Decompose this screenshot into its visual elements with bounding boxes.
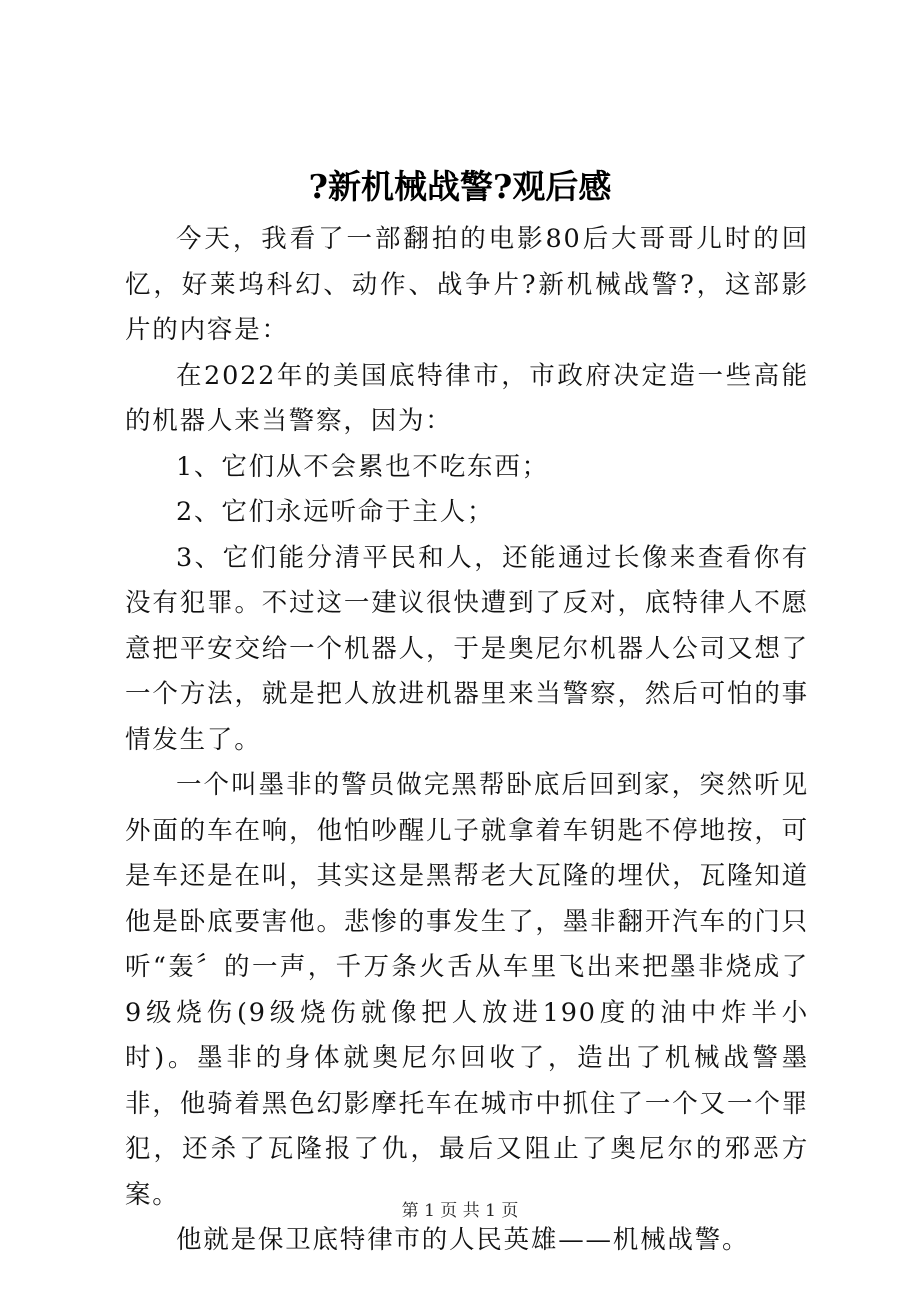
paragraph-story: 一个叫墨非的警员做完黑帮卧底后回到家，突然听见外面的车在响，他怕吵醒儿子就拿着车钥匙不停地按，可是车还是在叫，其实这是黑帮老大瓦隆的埋伏，瓦隆知道他是卧底要害他。悲惨的事发生了，墨非翻开汽车的门只听“轰〞的一声，千万条火舌从车里飞出来把墨非烧成了9级烧伤(9级烧伤就像把人放进190度的油中炸半小时)。墨非的身体就奥尼尔回收了，造出了机械战警墨非，他骑着黑色幻影摩托车在城市中抓住了一个又一个罪犯，还杀了瓦隆报了仇，最后又阻止了奥尼尔的邪恶方案。 [125, 770, 809, 1210]
paragraph-intro: 今天，我看了一部翻拍的电影80后大哥哥儿时的回忆，好莱坞科幻、动作、战争片?新机械战警?，这部影片的内容是： [125, 224, 809, 345]
document-body [125, 217, 809, 1264]
paragraph-conclusion: 他就是保卫底特律市的人民英雄——机械战警。 [176, 1225, 750, 1255]
list-item-2: 2、它们永远听命于主人； [176, 497, 495, 527]
page-footer: 第 1 页 共 1 页 [401, 1201, 519, 1221]
list-item-3: 3、它们能分清平民和人，还能通过长像来查看你有没有犯罪。不过这一建议很快遭到了反对，底特律人不愿意把平安交给一个机器人，于是奥尼尔机器人公司又想了一个方法，就是把人放进机器里来当警察，然后可怕的事情发生了。 [125, 542, 809, 755]
paragraph-setting: 在2022年的美国底特律市，市政府决定造一些高能的机器人来当警察，因为： [125, 360, 809, 436]
page-title: ?新机械战警?观后感 [308, 167, 612, 206]
list-item-1: 1、它们从不会累也不吃东西； [176, 451, 549, 482]
